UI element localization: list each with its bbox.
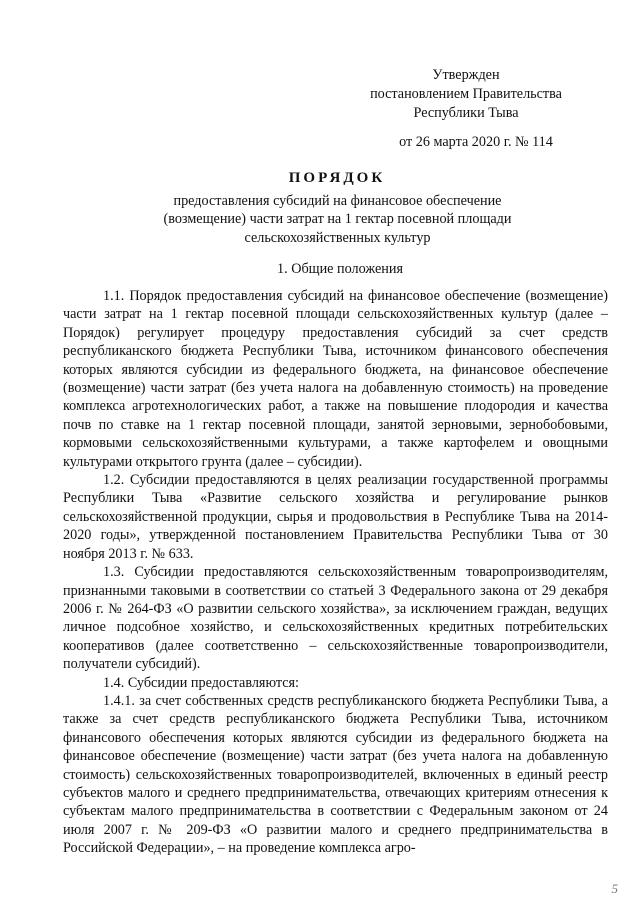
approval-date: от 26 марта 2020 г. № 114 [399,134,553,150]
approval-line-republic: Республики Тыва [413,105,519,121]
paragraph-1-3: 1.3. Субсидии предоставляются сельскохозяйственным товаропроизводителям, признанными таковыми в соответствии со статьей 3 Федерального закона от 29 декабря 2006 г. № 264-ФЗ «О развитии сельского хозяйства», за исключением граждан, ведущих личное подсобное хозяйство, и сельскохозяйственных кредитных потребительских кооперативов (далее соответственно – сельскохозяйственные товаропроизводители, получатели субсидий). [63,564,608,673]
paragraph-1-1: 1.1. Порядок предоставления субсидий на финансовое обеспечение (возмещение) части затрат на 1 гектар посевной площади сельскохозяйственных культур (далее – Порядок) регулирует процедуру предоставления субсидий за счет средств республиканского бюджета Республики Тыва, источником финансового обеспечения которых являются субсидии из федерального бюджета, на финансовое обеспечение (возмещение) части затрат (без учета налога на добавленную стоимость) на проведение комплекса агротехнологических работ, а также на повышение плодородия и качества почв по ставке на 1 гектар посевной площади, занятой зерновыми, зернобобовыми, кормовыми сельскохозяйственными культурами, а также картофелем и овощными культурами открытого грунта (далее – субсидии). [63,288,608,470]
document-body [63,287,608,858]
paragraph-1-4: 1.4. Субсидии предоставляются: [103,674,299,691]
document-subtitle: предоставления субсидий на финансовое обеспечение (возмещение) части затрат на 1 гектар посевной площади сельскохозяйственных культур [163,193,512,246]
paragraph-1-4-1: 1.4.1. за счет собственных средств республиканского бюджета Республики Тыва, а также за счет средств республиканского бюджета Республики Тыва, источником финансового обеспечения которых являются субсидии из федерального бюджета на финансовое обеспечение (возмещение) части затрат (без учета налога на добавленную стоимость) сельскохозяйственных товаропроизводителей, включенных в единый реестр субъектов малого и среднего предпринимательства, отвечающих критериям отнесения к субъектам малого предпринимательства в соответствии с Федеральным законом от 24 июля 2007 г. № 209-ФЗ «О развитии малого и среднего предпринимательства в Российской Федерации», – на проведение комплекса агро- [63,692,608,857]
document-title: ПОРЯДОК [288,170,386,186]
approval-line-resolution: постановлением Правительства [370,86,562,102]
page-mark: 5 [611,881,618,896]
approval-block [336,66,596,152]
approval-line-approved: Утвержден [432,67,500,83]
paragraph-1-2: 1.2. Субсидии предоставляются в целях реализации государственной программы Республики Тыва «Развитие сельского хозяйства и регулирование рынков сельскохозяйственной продукции, сырья и продовольствия в Республике Тыва на 2014-2020 годы», утвержденной постановлением Правительства Республики Тыва от 30 ноября 2013 г. № 633. [63,472,608,562]
section-heading: 1. Общие положения [277,261,403,277]
